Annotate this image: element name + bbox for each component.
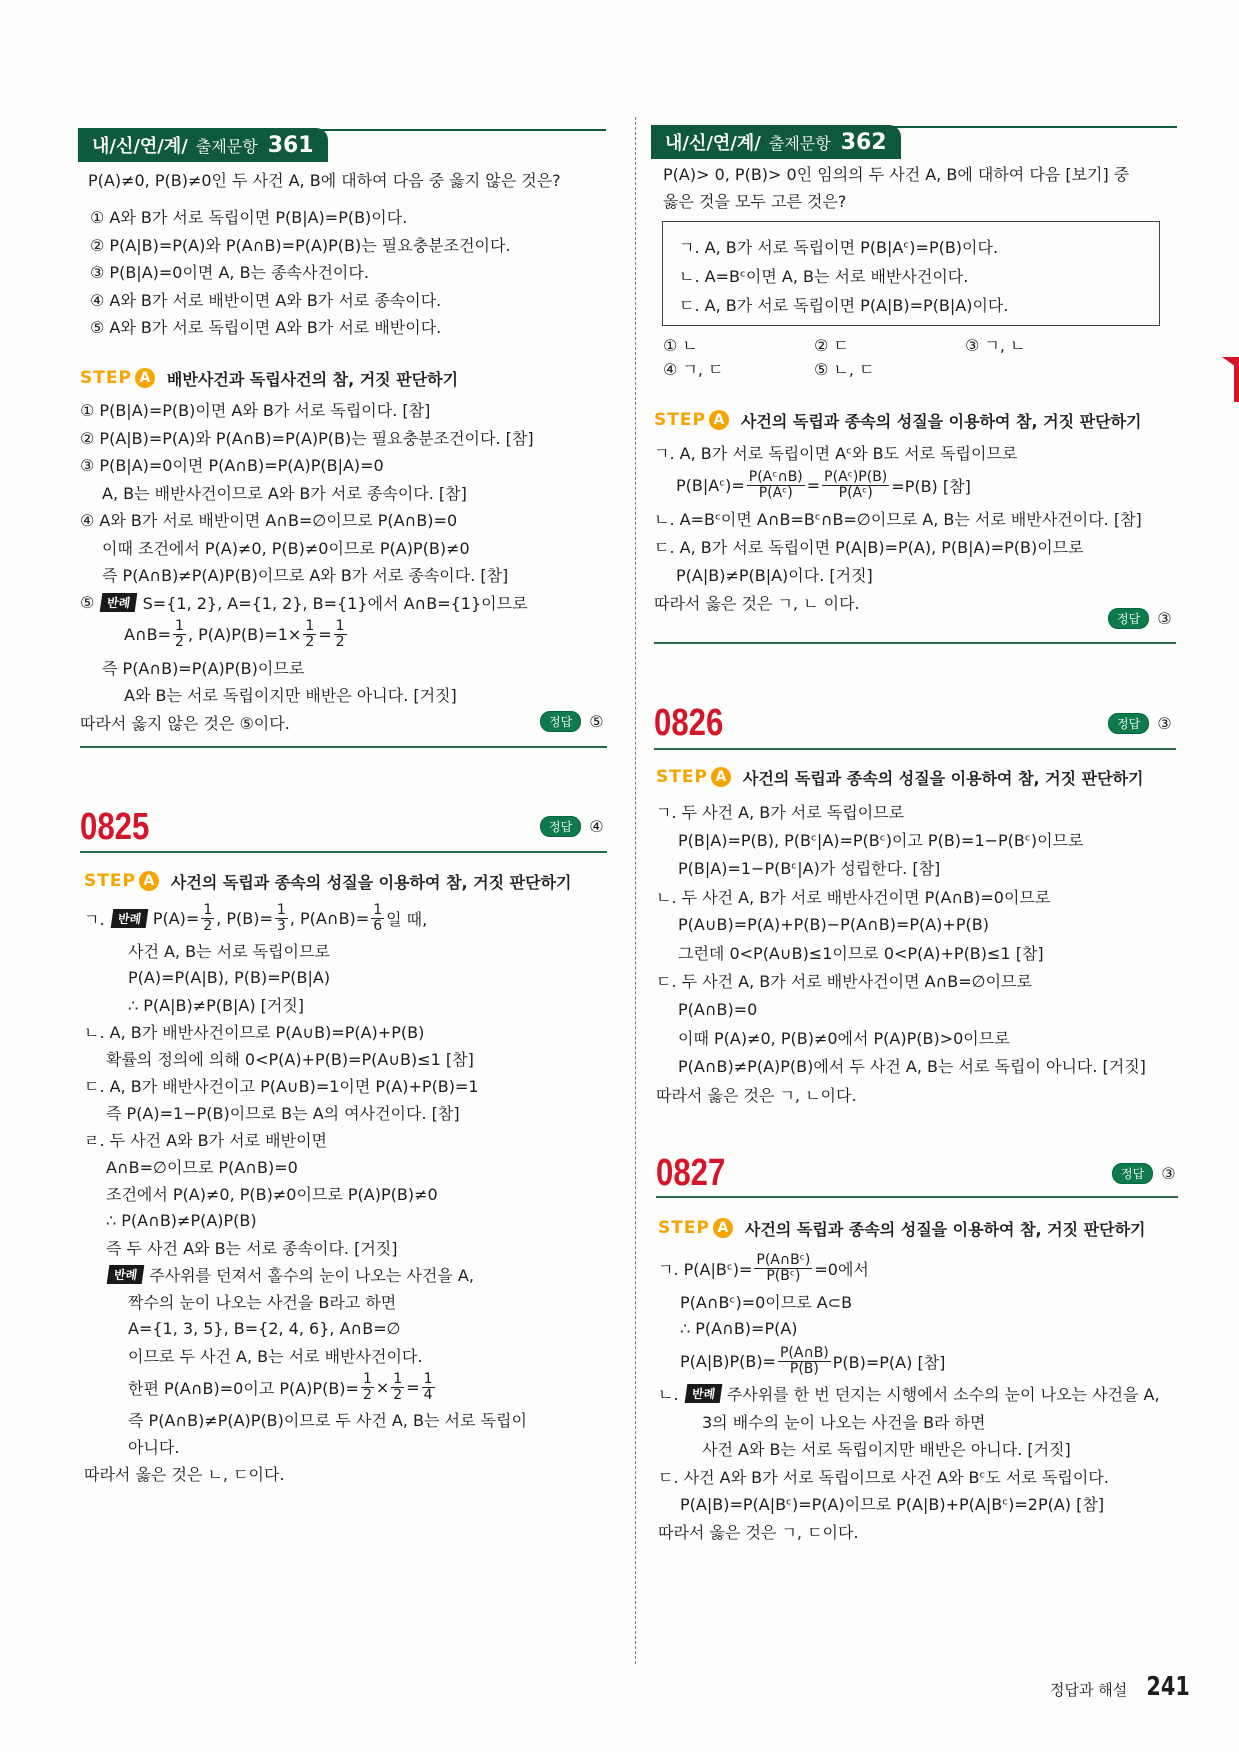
solution-line — [658, 1343, 1160, 1381]
step-heading — [654, 406, 1141, 434]
footer-label: 정답과 해설 — [1050, 1681, 1128, 1699]
solution-text: A, B는 배반사건이므로 A와 B가 서로 종속이다. [참] — [102, 483, 467, 503]
solution-text: ㄷ. 두 사건 A, B가 서로 배반사건이면 A∩B=∅이므로 — [656, 972, 1032, 992]
option: ② P(A|B)=P(A)와 P(A∩B)=P(A)P(B)는 필요충분조건이다. — [90, 235, 511, 255]
counterexample-badge: 반례 — [107, 1265, 145, 1284]
fraction — [747, 470, 805, 501]
divider — [654, 748, 1176, 750]
solution-text: = — [406, 1378, 420, 1397]
denominator: 2 — [393, 1387, 403, 1403]
solution-text: ∴ P(A∩B)=P(A) — [680, 1319, 798, 1339]
solution-text: ∴ P(A∩B)≠P(A)P(B) — [106, 1211, 257, 1230]
solution-text: 사건 A와 B는 서로 독립이지만 배반은 아니다. [거짓] — [702, 1440, 1071, 1460]
solution-text: 아니다. — [128, 1438, 180, 1457]
solution-text: 따라서 옳지 않은 것은 ⑤이다. — [80, 713, 290, 733]
fraction — [201, 903, 214, 934]
solution-line — [84, 1180, 527, 1207]
question-number: 0825 — [80, 806, 150, 848]
step-letter: A — [713, 1218, 733, 1238]
numerator: 1 — [203, 902, 213, 918]
solution-text: 즉 두 사건 A와 B는 서로 종속이다. [거짓] — [106, 1239, 398, 1258]
answer-value: ⑤ — [589, 712, 604, 731]
solution-line — [658, 1490, 1160, 1518]
answer-label: 정답 — [1108, 713, 1149, 734]
solution-text: 주사위를 던져서 홀수의 눈이 나오는 사건을 A, — [149, 1266, 474, 1285]
solution-line — [80, 616, 534, 654]
question-number: 0826 — [654, 702, 724, 744]
solution-text: 즉 P(A∩B)≠P(A)P(B)이므로 두 사건 A, B는 서로 독립이 — [128, 1411, 527, 1430]
solution-line — [84, 1072, 527, 1099]
step-label: STEP — [80, 368, 132, 388]
step-title: 사건의 독립과 종속의 성질을 이용하여 참, 거짓 판단하기 — [170, 872, 572, 892]
fraction — [778, 1346, 831, 1377]
solution-text: P(B|Aᶜ)= — [676, 475, 745, 495]
option: ③ ㄱ, ㄴ — [965, 336, 1026, 355]
answer-label: 정답 — [1112, 1163, 1153, 1184]
divider — [656, 1196, 1178, 1198]
solution-line — [80, 589, 534, 617]
step-label: STEP — [84, 871, 136, 891]
answer-value: ③ — [1157, 609, 1172, 628]
solution-text: ㄷ. A, B가 서로 독립이면 P(A|B)=P(A), P(B|A)=P(B)이므로 — [654, 537, 1084, 557]
question-362 — [663, 161, 1129, 215]
solution-line — [658, 1380, 1160, 1408]
solution-text: 이므로 두 사건 A, B는 서로 배반사건이다. — [128, 1347, 423, 1366]
fraction — [275, 903, 288, 934]
option: ④ ㄱ, ㄷ — [663, 360, 724, 379]
denominator: 4 — [423, 1387, 433, 1403]
solution-line — [80, 709, 534, 737]
solution-line — [84, 1018, 527, 1045]
numerator: 1 — [276, 902, 286, 918]
solution-text: ③ P(B|A)=0이면 P(A∩B)=P(A)P(B|A)=0 — [80, 456, 384, 476]
box-item: ㄴ. A=Bᶜ이면 A, B는 서로 배반사건이다. — [679, 267, 969, 286]
option: ⑤ ㄴ, ㄷ — [814, 360, 875, 379]
solution-line — [654, 532, 1142, 560]
brand-label: 내/신/연/계/ — [665, 133, 761, 154]
fraction — [391, 1372, 404, 1403]
solution-text: 일 때, — [386, 910, 428, 929]
solution-line — [84, 1234, 527, 1261]
solution-line — [656, 797, 1146, 825]
answer-label: 정답 — [540, 711, 581, 732]
solution-text: 즉 P(A∩B)≠P(A)P(B)이므로 A와 B가 서로 종속이다. [참] — [102, 566, 509, 586]
solution-line — [658, 1288, 1160, 1316]
solution-text: A와 B는 서로 독립이지만 배반은 아니다. [거짓] — [124, 686, 457, 706]
answer-badge — [540, 711, 604, 732]
solution-line — [656, 1080, 1146, 1108]
solution-text: A={1, 3, 5}, B={2, 4, 6}, A∩B=∅ — [128, 1319, 401, 1338]
solution-text: ㄷ. A, B가 배반사건이고 P(A∪B)=1이면 P(A)+P(B)=1 — [84, 1077, 479, 1096]
step-title: 사건의 독립과 종속의 성질을 이용하여 참, 거짓 판단하기 — [740, 411, 1142, 431]
numerator: P(Aᶜ∩B) — [748, 468, 803, 485]
solution-text: ① P(B|A)=P(B)이면 A와 B가 서로 독립이다. [참] — [80, 401, 431, 421]
solution-line — [658, 1435, 1160, 1463]
solution-text: ㄱ. — [84, 910, 110, 929]
solution-line — [84, 1406, 527, 1433]
solution-text: =P(B) [참] — [891, 476, 971, 496]
solution-text: ㄹ. 두 사건 A와 B가 서로 배반이면 — [84, 1131, 327, 1150]
solution-text: 이때 P(A)≠0, P(B)≠0에서 P(A)P(B)>0이므로 — [678, 1029, 1010, 1049]
solution-line — [656, 995, 1146, 1023]
solution-line — [80, 654, 534, 682]
fraction — [371, 903, 384, 934]
solution-line — [656, 854, 1146, 882]
solution-text: ② P(A|B)=P(A)와 P(A∩B)=P(A)P(B)는 필요충분조건이다. [참] — [80, 428, 534, 448]
numerator: 1 — [423, 1371, 433, 1387]
solution-line — [84, 900, 527, 937]
solution-line — [656, 1023, 1146, 1051]
solution-text: = — [806, 475, 821, 495]
solution-text: P(B|A)=P(B), P(Bᶜ|A)=P(Bᶜ)이고 P(B)=1−P(Bᶜ)이므로 — [678, 830, 1084, 850]
solution-line — [80, 561, 534, 589]
option: ② ㄷ — [814, 336, 849, 355]
step-label: STEP — [654, 410, 706, 430]
solution-line — [80, 534, 534, 562]
numerator: 1 — [175, 618, 184, 635]
solution-line — [658, 1250, 1160, 1288]
solution-line — [658, 1315, 1160, 1343]
answer-label: 정답 — [540, 816, 581, 837]
solution-line — [84, 1261, 527, 1288]
denominator: 2 — [305, 634, 315, 651]
page-number: 241 — [1146, 1672, 1191, 1702]
step-heading — [658, 1214, 1145, 1242]
option: ① A와 B가 서로 독립이면 P(B|A)=P(B)이다. — [90, 208, 408, 227]
solution-line — [84, 1315, 527, 1342]
step-heading — [656, 763, 1143, 791]
solution-text: ⑤ — [80, 592, 100, 612]
header-sub: 출제문항 — [195, 136, 258, 156]
solution-text: ㄷ. 사건 A와 B가 서로 독립이므로 사건 A와 Bᶜ도 서로 독립이다. — [658, 1467, 1109, 1487]
denominator: 3 — [276, 918, 286, 934]
solution-text: ㄴ. A=Bᶜ이면 A∩B=Bᶜ∩B=∅이므로 A, B는 서로 배반사건이다. [참] — [654, 509, 1142, 529]
question-number: 0827 — [656, 1152, 726, 1194]
step-letter: A — [709, 410, 729, 430]
solution-text: 즉 P(A∩B)=P(A)P(B)이므로 — [102, 658, 305, 678]
option: ④ A와 B가 서로 배반이면 A와 B가 서로 종속이다. — [90, 290, 442, 310]
answer-badge — [1108, 608, 1172, 629]
solution-line — [84, 1099, 527, 1126]
solution-line — [84, 1342, 527, 1369]
denominator: 2 — [335, 634, 345, 651]
solution-text: A∩B= — [124, 625, 172, 645]
solution-text: 확률의 정의에 의해 0<P(A)+P(B)=P(A∪B)≤1 [참] — [106, 1050, 474, 1069]
numerator: 1 — [305, 618, 315, 635]
fraction — [754, 1253, 812, 1284]
answer-badge — [1108, 713, 1172, 734]
solution-line — [84, 1045, 527, 1072]
step-title: 사건의 독립과 종속의 성질을 이용하여 참, 거짓 판단하기 — [744, 1219, 1146, 1239]
answer-label: 정답 — [1108, 608, 1149, 629]
solution-text: S={1, 2}, A={1, 2}, B={1}에서 A∩B={1}이므로 — [142, 593, 528, 613]
solution-line — [656, 910, 1146, 938]
brand-label: 내/신/연/계/ — [92, 136, 188, 157]
solution-line — [658, 1408, 1160, 1436]
solution-0827 — [658, 1250, 1160, 1545]
solution-line — [80, 506, 534, 534]
option: ③ P(B|A)=0이면 A, B는 종속사건이다. — [90, 263, 369, 282]
problem-header-362 — [651, 125, 901, 159]
numerator: 1 — [393, 1371, 403, 1387]
solution-line — [654, 504, 1142, 532]
solution-text: × — [375, 1378, 390, 1397]
solution-line — [80, 424, 534, 452]
answer-value: ③ — [1157, 714, 1172, 733]
divider — [654, 642, 1176, 644]
step-heading — [80, 364, 458, 392]
option: ① ㄴ — [663, 336, 698, 355]
step-heading — [84, 867, 571, 895]
answer-badge — [1112, 1163, 1176, 1184]
solution-line — [654, 466, 1142, 504]
solution-text: P(A∩Bᶜ)=0이므로 A⊂B — [680, 1292, 853, 1312]
solution-text: ㄴ. A, B가 배반사건이므로 P(A∪B)=P(A)+P(B) — [84, 1023, 425, 1042]
fraction — [303, 619, 316, 650]
solution-text: ④ A와 B가 서로 배반이면 A∩B=∅이므로 P(A∩B)=0 — [80, 511, 458, 531]
solution-line — [658, 1518, 1160, 1546]
solution-text: 조건에서 P(A)≠0, P(B)≠0이므로 P(A)P(B)≠0 — [106, 1185, 438, 1204]
solution-text: ∴ P(A|B)≠P(B|A) [거짓] — [128, 996, 305, 1015]
numerator: P(A∩B) — [779, 1344, 829, 1361]
fraction — [361, 1372, 374, 1403]
step-letter: A — [139, 871, 159, 891]
solution-line — [84, 937, 527, 964]
denominator: P(Bᶜ) — [766, 1268, 801, 1285]
solution-line — [84, 1126, 527, 1153]
page-footer — [1050, 1672, 1196, 1702]
fraction — [334, 619, 347, 650]
box-item: ㄷ. A, B가 서로 독립이면 P(A|B)=P(B|A)이다. — [679, 296, 1009, 315]
solution-text: ㄱ. 두 사건 A, B가 서로 독립이므로 — [656, 802, 905, 822]
step-letter: A — [135, 368, 155, 388]
solution-line — [654, 588, 1142, 616]
solution-line — [80, 396, 534, 424]
denominator: 2 — [203, 918, 213, 934]
solution-text: , P(A∩B)= — [289, 909, 370, 928]
question-361: P(A)≠0, P(B)≠0인 두 사건 A, B에 대하여 다음 중 옳지 않은 것은? — [88, 170, 561, 190]
solution-line — [84, 1433, 527, 1460]
denominator: 6 — [373, 918, 383, 934]
solution-text: P(A∪B)=P(A)+P(B)−P(A∩B)=P(A)+P(B) — [678, 914, 989, 934]
question-line: P(A)> 0, P(B)> 0인 임의의 두 사건 A, B에 대하여 다음 [보기] 중 — [663, 165, 1130, 184]
denominator: 2 — [175, 634, 184, 651]
solution-0826 — [656, 797, 1146, 1108]
solution-text: A∩B=∅이므로 P(A∩B)=0 — [106, 1158, 298, 1177]
solution-line — [80, 451, 534, 479]
solution-line — [656, 1052, 1146, 1080]
solution-text: 즉 P(A)=1−P(B)이므로 B는 A의 여사건이다. [참] — [106, 1104, 460, 1123]
solution-text: ㄱ. A, B가 서로 독립이면 Aᶜ와 B도 서로 독립이므로 — [654, 443, 1018, 463]
solution-text: P(A∩B)=0 — [678, 999, 758, 1019]
fraction — [173, 619, 186, 650]
solution-text: 짝수의 눈이 나오는 사건을 B라고 하면 — [128, 1293, 397, 1312]
denominator: 2 — [362, 1387, 372, 1403]
solution-line — [658, 1463, 1160, 1491]
solution-text: 따라서 옳은 것은 ㄱ, ㄴ이다. — [656, 1085, 857, 1105]
solution-line — [654, 560, 1142, 588]
problem-number: 361 — [267, 132, 314, 158]
denominator: P(Aᶜ) — [838, 484, 873, 501]
solution-line — [656, 825, 1146, 853]
numerator: 1 — [373, 902, 383, 918]
answer-badge — [540, 816, 604, 837]
solution-line — [84, 1153, 527, 1180]
solution-text: 따라서 옳은 것은 ㄱ, ㄷ이다. — [658, 1522, 859, 1542]
fraction — [422, 1372, 435, 1403]
solution-text: =0에서 — [814, 1260, 869, 1280]
solution-text: ㄱ. P(A|Bᶜ)= — [658, 1260, 753, 1280]
solution-text: 따라서 옳은 것은 ㄱ, ㄴ 이다. — [654, 593, 860, 613]
numerator: 1 — [335, 618, 345, 635]
solution-text: P(A|B)=P(A|Bᶜ)=P(A)이므로 P(A|B)+P(A|Bᶜ)=2P(A) [참] — [680, 1495, 1105, 1515]
options-362 — [663, 334, 1163, 382]
solution-text: 이때 조건에서 P(A)≠0, P(B)≠0이므로 P(A)P(B)≠0 — [102, 538, 470, 558]
counterexample-badge: 반례 — [110, 909, 148, 928]
solution-text: = — [318, 625, 332, 645]
options-361 — [90, 204, 511, 342]
numerator: 1 — [362, 1371, 372, 1387]
solution-line — [80, 681, 534, 709]
solution-text: P(B)=P(A) [참] — [832, 1352, 946, 1372]
solution-line — [656, 967, 1146, 995]
step-label: STEP — [658, 1218, 710, 1238]
solution-text: , P(A)P(B)=1× — [187, 625, 302, 645]
column-divider — [635, 117, 636, 1664]
box-item: ㄱ. A, B가 서로 독립이면 P(B|Aᶜ)=P(B)이다. — [679, 238, 999, 257]
example-box — [662, 221, 1160, 326]
solution-text: P(A)= — [152, 909, 200, 928]
solution-text: P(B|A)=1−P(Bᶜ|A)가 성립한다. [참] — [678, 859, 941, 879]
answer-value: ④ — [589, 817, 604, 836]
divider — [80, 851, 607, 853]
step-title: 사건의 독립과 종속의 성질을 이용하여 참, 거짓 판단하기 — [742, 768, 1144, 788]
page-tab-marker-bar — [1234, 357, 1239, 402]
solution-line — [656, 882, 1146, 910]
solution-text: P(A∩B)≠P(A)P(B)에서 두 사건 A, B는 서로 독립이 아니다. [거짓] — [678, 1057, 1146, 1077]
solution-text: ㄴ. — [658, 1385, 684, 1405]
solution-362 — [654, 438, 1142, 616]
solution-361 — [80, 396, 534, 736]
solution-text: 3의 배수의 눈이 나오는 사건을 B라 하면 — [702, 1412, 986, 1432]
option: ⑤ A와 B가 서로 독립이면 A와 B가 서로 배반이다. — [90, 318, 442, 337]
solution-text: 한편 P(A∩B)=0이고 P(A)P(B)= — [128, 1379, 359, 1398]
step-title: 배반사건과 독립사건의 참, 거짓 판단하기 — [166, 369, 459, 389]
problem-number: 362 — [840, 129, 887, 155]
solution-text: 사건 A, B는 서로 독립이므로 — [128, 942, 330, 961]
step-label: STEP — [656, 767, 708, 787]
numerator: P(A∩Bᶜ) — [756, 1252, 811, 1269]
solution-text: P(A|B)≠P(B|A)이다. [거짓] — [676, 565, 873, 585]
solution-line — [80, 479, 534, 507]
counterexample-badge: 반례 — [100, 593, 138, 612]
solution-text: , P(B)= — [216, 909, 273, 928]
solution-line — [84, 1288, 527, 1315]
header-sub: 출제문항 — [768, 133, 831, 153]
solution-line — [84, 1460, 527, 1487]
counterexample-badge: 반례 — [684, 1384, 722, 1403]
denominator: P(B) — [789, 1360, 819, 1377]
solution-text: P(A)=P(A|B), P(B)=P(B|A) — [128, 968, 331, 987]
solution-text: P(A|B)P(B)= — [680, 1351, 776, 1371]
denominator: P(Aᶜ) — [758, 484, 793, 501]
solution-0825 — [84, 900, 527, 1487]
solution-line — [84, 964, 527, 991]
numerator: P(Aᶜ)P(B) — [824, 468, 888, 485]
problem-header-361 — [78, 128, 328, 162]
question-line: 옳은 것을 모두 고른 것은? — [663, 192, 847, 211]
solution-line — [654, 438, 1142, 466]
answer-value: ③ — [1161, 1164, 1176, 1183]
solution-line — [84, 991, 527, 1018]
fraction — [822, 470, 889, 501]
solution-text: 따라서 옳은 것은 ㄴ, ㄷ이다. — [84, 1465, 285, 1484]
solution-text: 주사위를 한 번 던지는 시행에서 소수의 눈이 나오는 사건을 A, — [726, 1385, 1160, 1405]
solution-line — [84, 1207, 527, 1234]
solution-line — [84, 1369, 527, 1406]
solution-text: 그런데 0<P(A∪B)≤1이므로 0<P(A)+P(B)≤1 [참] — [678, 944, 1044, 964]
solution-text: ㄴ. 두 사건 A, B가 서로 배반사건이면 P(A∩B)=0이므로 — [656, 887, 1051, 907]
step-letter: A — [711, 767, 731, 787]
divider — [80, 746, 607, 748]
solution-line — [656, 938, 1146, 966]
